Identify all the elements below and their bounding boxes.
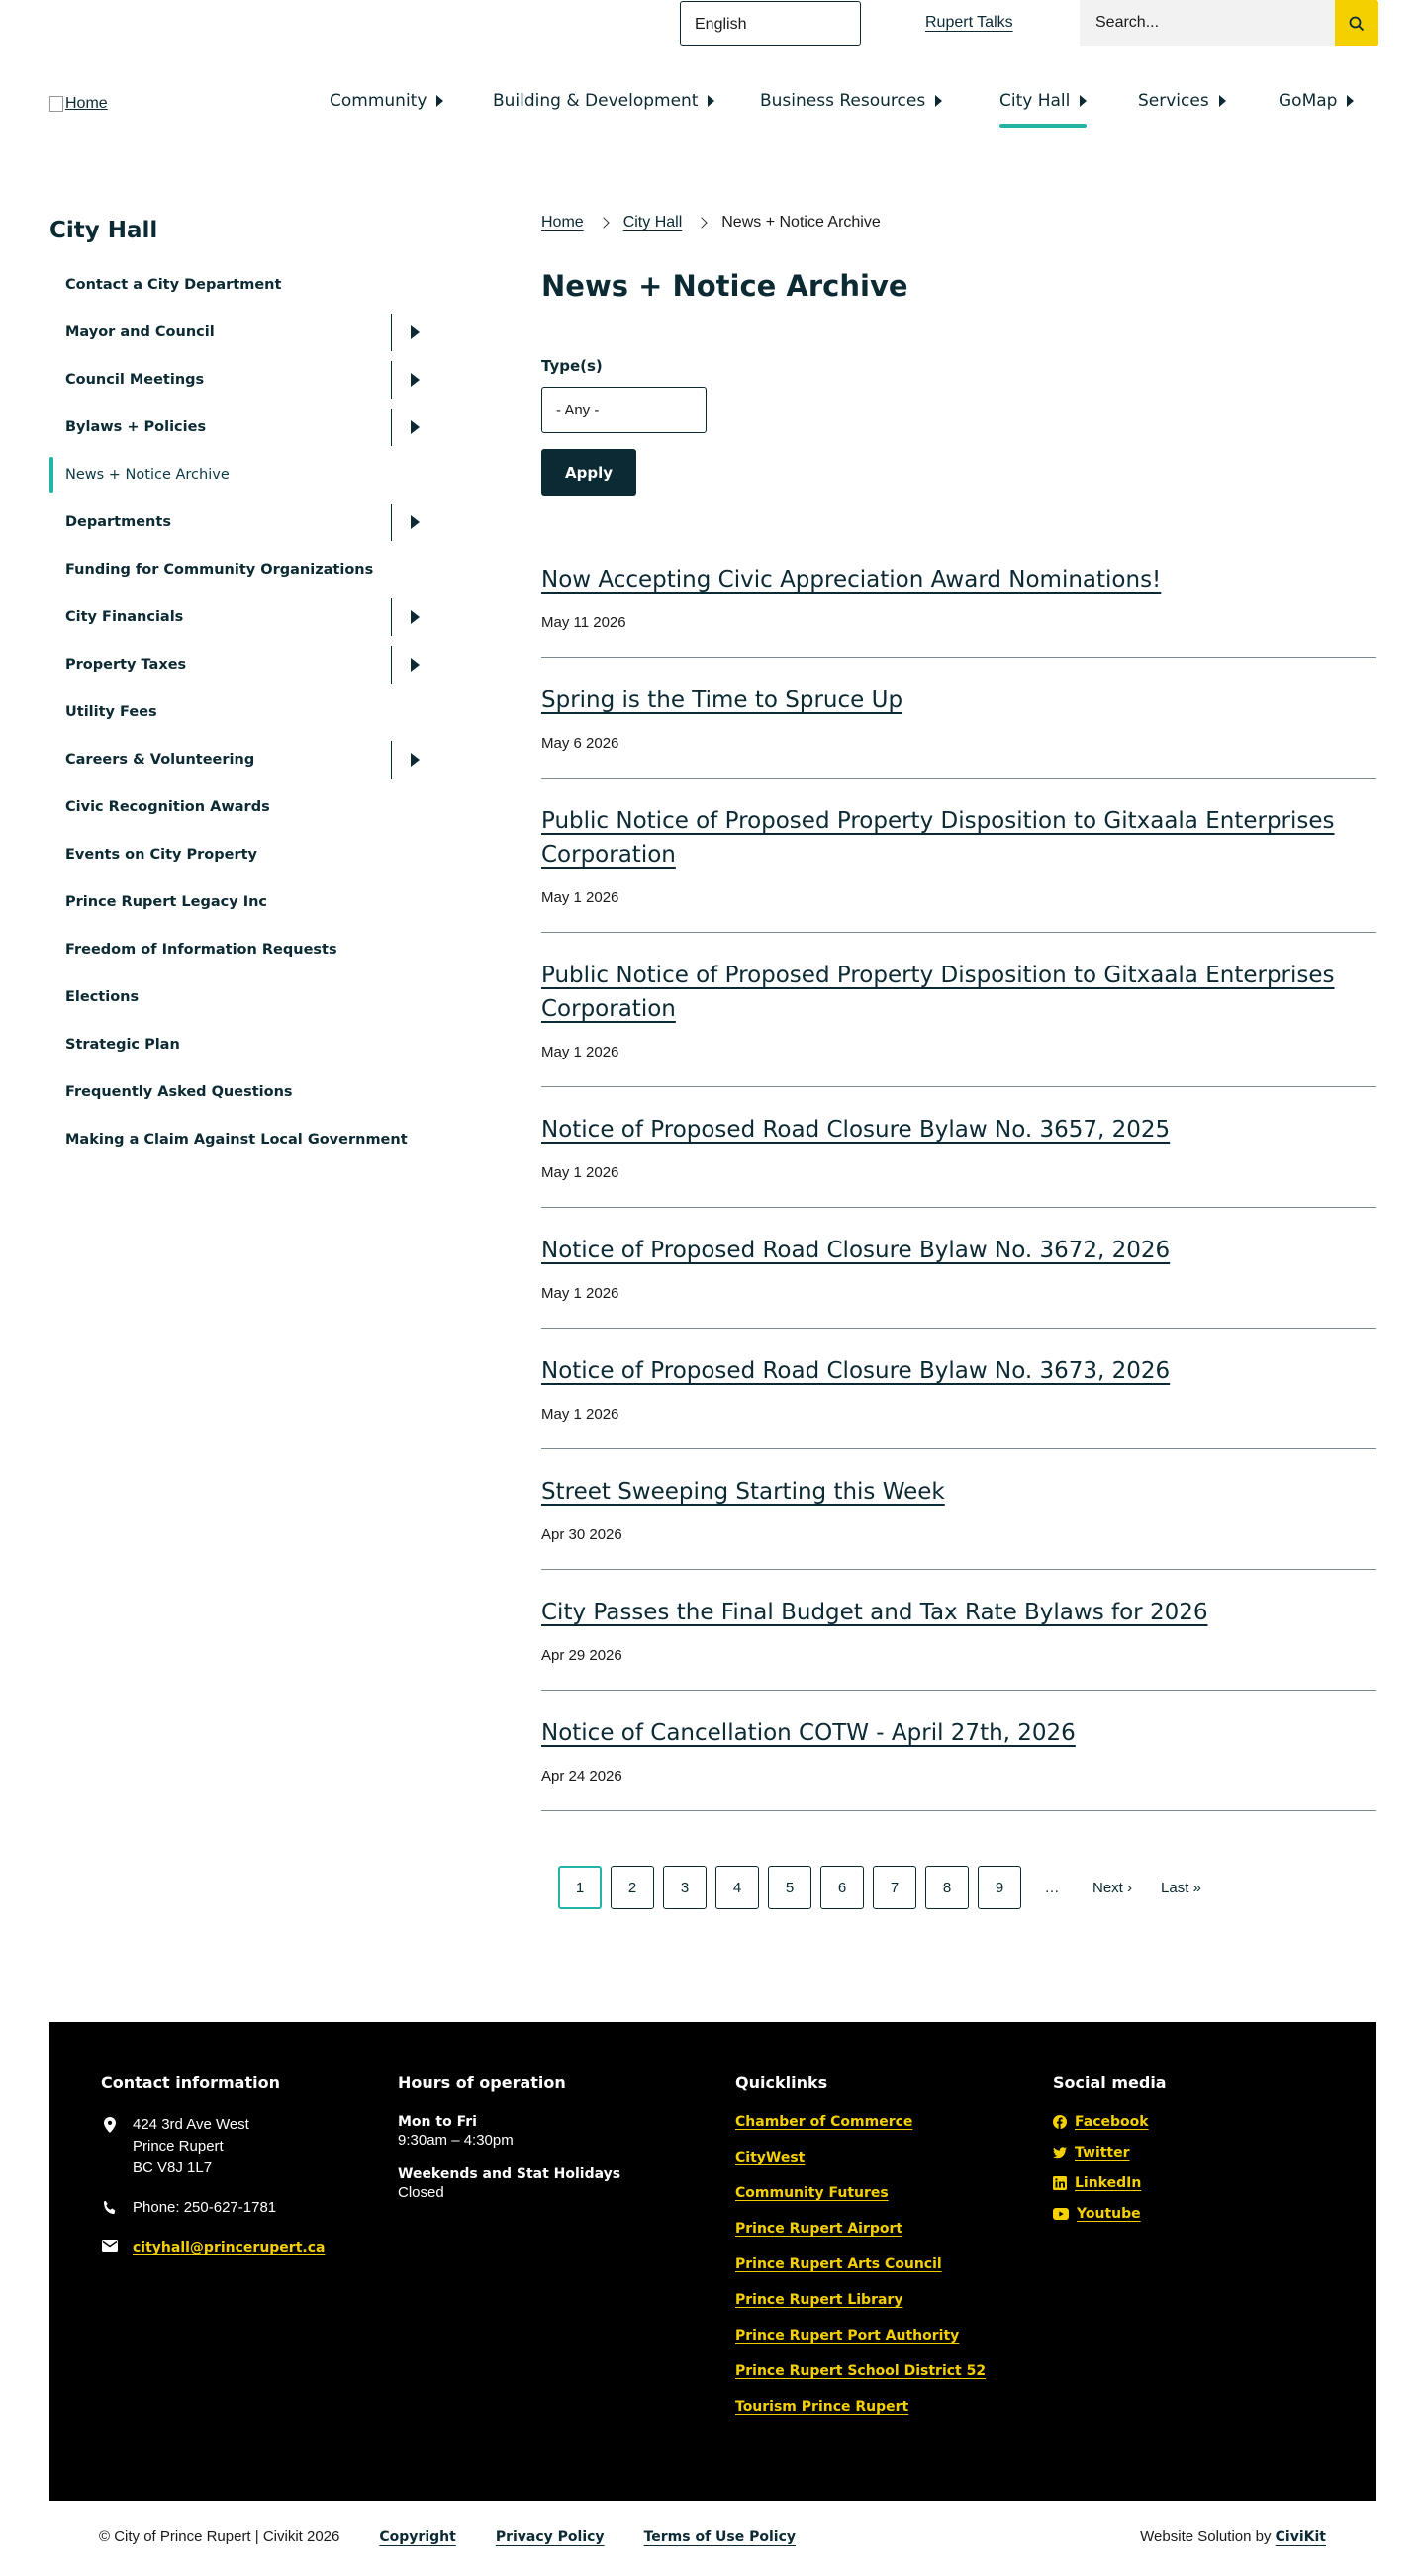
sidebar-item-label: Departments [65, 514, 171, 530]
news-date: May 1 2026 [541, 889, 619, 906]
weekday-hours: 9:30am – 4:30pm [398, 2132, 514, 2149]
weekend-label: Weekends and Stat Holidays [398, 2166, 621, 2182]
phone-icon [101, 2197, 119, 2219]
sidebar-item-utility-fees[interactable] [49, 689, 437, 736]
nav-item-label: Business Resources [760, 91, 926, 111]
news-item [541, 658, 1376, 779]
type-filter-select[interactable]: - Any - [541, 387, 707, 433]
social-item-linkedin [1053, 2175, 1350, 2191]
address-line-1: 424 3rd Ave West [133, 2116, 249, 2133]
pagination [558, 1866, 1211, 1909]
news-item [541, 1087, 1376, 1208]
news-title-wrap [541, 1354, 1376, 1388]
broken-image-icon [49, 96, 63, 112]
sidebar-item-funding-for-community-organizations[interactable] [49, 546, 437, 594]
nav-item-community[interactable] [330, 91, 443, 111]
caret-right-icon [411, 420, 420, 434]
news-title-link[interactable]: Notice of Proposed Road Closure Bylaw No. 3657, 2025 [541, 1117, 1171, 1143]
expand-toggle-button[interactable] [391, 598, 437, 636]
news-title-link[interactable]: Now Accepting Civic Appreciation Award Nominations! [541, 567, 1162, 593]
sidebar-item-departments[interactable] [49, 499, 437, 546]
footer-quicklinks [735, 2073, 1032, 2435]
news-date: May 11 2026 [541, 614, 626, 631]
nav-item-building-development[interactable] [493, 91, 714, 111]
social-link-twitter[interactable]: Twitter [1075, 2145, 1130, 2161]
expand-toggle-button[interactable] [391, 504, 437, 541]
next-page-link[interactable]: Next › [1092, 1879, 1133, 1896]
caret-right-icon [935, 95, 942, 107]
sidebar-item-bylaws-policies[interactable] [49, 404, 437, 451]
news-date: Apr 30 2026 [541, 1526, 622, 1543]
copyright-text: © City of Prince Rupert | Civikit 2026 [99, 2529, 340, 2545]
footer-hours [398, 2073, 695, 2219]
sidebar-item-civic-recognition-awards[interactable] [49, 783, 437, 831]
sidebar-nav [49, 261, 437, 1163]
social-heading: Social media [1053, 2073, 1167, 2092]
news-date: Apr 29 2026 [541, 1647, 622, 1664]
sidebar-item-label: Careers & Volunteering [65, 752, 255, 768]
sidebar-item-label: Freedom of Information Requests [65, 942, 337, 958]
quicklink-chamber-of-commerce[interactable]: Chamber of Commerce [735, 2114, 913, 2130]
breadcrumb-city-hall[interactable]: City Hall [622, 214, 683, 230]
sidebar-item-label: Elections [65, 989, 140, 1005]
caret-right-icon [411, 373, 420, 387]
footer-social [1053, 2073, 1350, 2237]
news-title-wrap [541, 1475, 1376, 1509]
phone-row [101, 2197, 398, 2219]
page-button-2[interactable]: 2 [611, 1866, 654, 1909]
page-button-5[interactable]: 5 [768, 1866, 811, 1909]
page-button-3[interactable]: 3 [663, 1866, 707, 1909]
social-item-twitter [1053, 2145, 1350, 2161]
news-item [541, 933, 1376, 1087]
quicklink-prince-rupert-library[interactable]: Prince Rupert Library [735, 2292, 903, 2308]
weekend-hours: Closed [398, 2184, 444, 2201]
news-title-wrap [541, 563, 1376, 597]
sidebar-item-mayor-and-council[interactable] [49, 309, 437, 356]
breadcrumb-current: News + Notice Archive [721, 214, 881, 230]
sidebar-item-freedom-of-information-requests[interactable] [49, 926, 437, 973]
pagination-ellipsis: … [1044, 1879, 1060, 1896]
address-line-2: Prince Rupert [133, 2138, 224, 2155]
news-title-link[interactable]: Spring is the Time to Spruce Up [541, 688, 903, 713]
facebook-icon [1053, 2115, 1067, 2129]
sidebar-item-label: News + Notice Archive [65, 467, 230, 483]
page-button-6[interactable]: 6 [820, 1866, 864, 1909]
sidebar-item-label: Strategic Plan [65, 1037, 180, 1053]
linkedin-icon [1053, 2176, 1067, 2190]
breadcrumb-home[interactable]: Home [541, 214, 584, 230]
news-item [541, 1449, 1376, 1570]
news-item [541, 537, 1376, 658]
caret-right-icon [436, 95, 443, 107]
quicklink-citywest[interactable]: CityWest [735, 2150, 806, 2165]
sidebar-item-label: Mayor and Council [65, 324, 215, 340]
nav-item-gomap[interactable] [1279, 91, 1354, 111]
news-title-wrap [541, 959, 1376, 1026]
copyright-link[interactable]: Copyright [379, 2529, 456, 2545]
quicklink-tourism-prince-rupert[interactable]: Tourism Prince Rupert [735, 2399, 909, 2415]
quicklink-prince-rupert-port-authority[interactable]: Prince Rupert Port Authority [735, 2328, 960, 2344]
sidebar-item-strategic-plan[interactable] [49, 1021, 437, 1068]
sidebar-item-label: Utility Fees [65, 704, 157, 720]
news-title-link[interactable]: Notice of Cancellation COTW - April 27th, 2026 [541, 1720, 1076, 1746]
sidebar-item-label: Council Meetings [65, 372, 205, 388]
caret-right-icon [1347, 95, 1354, 107]
page-button-9[interactable]: 9 [978, 1866, 1021, 1909]
twitter-icon [1053, 2147, 1067, 2159]
nav-item-services[interactable] [1138, 91, 1226, 111]
social-link-youtube[interactable]: Youtube [1077, 2206, 1141, 2222]
sidebar-item-property-taxes[interactable] [49, 641, 437, 689]
caret-right-icon [411, 325, 420, 339]
chevron-right-icon [598, 217, 609, 228]
civikit-link[interactable]: CiviKit [1275, 2530, 1326, 2545]
sidebar-item-events-on-city-property[interactable] [49, 831, 437, 878]
sidebar-item-label: Prince Rupert Legacy Inc [65, 894, 268, 910]
phone-number: Phone: 250-627-1781 [133, 2199, 277, 2216]
credit-text [1140, 2529, 1326, 2545]
caret-right-icon [411, 610, 420, 624]
page-button-7[interactable]: 7 [873, 1866, 916, 1909]
sidebar-item-label: Events on City Property [65, 847, 257, 863]
email-row [101, 2237, 398, 2258]
credit-prefix: Website Solution by [1140, 2529, 1272, 2545]
sidebar-item-label: City Financials [65, 609, 184, 625]
nav-item-business-resources[interactable] [760, 91, 942, 111]
page-button-8[interactable]: 8 [925, 1866, 969, 1909]
news-title-link[interactable]: Public Notice of Proposed Property Disposition to Gitxaala Enterprises Corporation [541, 808, 1335, 868]
apply-button[interactable]: Apply [541, 449, 636, 496]
sidebar-item-council-meetings[interactable] [49, 356, 437, 404]
caret-right-icon [411, 753, 420, 767]
nav-item-label: Services [1138, 91, 1209, 111]
expand-toggle-button[interactable] [391, 646, 437, 684]
privacy-policy-link[interactable]: Privacy Policy [495, 2529, 605, 2545]
sidebar-item-city-financials[interactable] [49, 594, 437, 641]
sidebar-item-label: Property Taxes [65, 657, 187, 673]
expand-toggle-button[interactable] [391, 741, 437, 779]
news-date: May 1 2026 [541, 1164, 619, 1181]
youtube-icon [1053, 2208, 1069, 2220]
sidebar-item-elections[interactable] [49, 973, 437, 1021]
main-navigation [0, 69, 1425, 138]
nav-item-label: GoMap [1279, 91, 1338, 111]
caret-right-icon [708, 95, 714, 107]
search-input[interactable]: Search... [1080, 0, 1335, 46]
news-title-wrap [541, 804, 1376, 872]
page-title: News + Notice Archive [541, 269, 908, 303]
news-title-wrap [541, 1716, 1376, 1750]
rupert-talks-link[interactable]: Rupert Talks [925, 14, 1013, 31]
sidebar-item-prince-rupert-legacy-inc[interactable] [49, 878, 437, 926]
social-link-facebook[interactable]: Facebook [1075, 2114, 1149, 2130]
news-date: May 1 2026 [541, 1406, 619, 1423]
news-title-wrap [541, 684, 1376, 717]
chevron-right-icon [697, 217, 708, 228]
logo-alt-text: Home [65, 95, 108, 112]
news-title-link[interactable]: Notice of Proposed Road Closure Bylaw No. 3673, 2026 [541, 1358, 1171, 1384]
news-date: May 1 2026 [541, 1044, 619, 1060]
email-link[interactable]: cityhall@princerupert.ca [133, 2240, 326, 2255]
map-pin-icon [101, 2114, 119, 2179]
sidebar-item-label: Civic Recognition Awards [65, 799, 270, 815]
language-select[interactable]: English [680, 1, 861, 46]
news-date: Apr 24 2026 [541, 1768, 622, 1785]
sidebar-item-label: Contact a City Department [65, 277, 282, 293]
quicklink-prince-rupert-airport[interactable]: Prince Rupert Airport [735, 2221, 903, 2237]
caret-right-icon [411, 658, 420, 672]
type-filter-label: Type(s) [541, 357, 603, 375]
home-logo[interactable] [49, 95, 108, 113]
expand-toggle-button[interactable] [391, 314, 437, 351]
expand-toggle-button[interactable] [391, 361, 437, 399]
sidebar-item-label: Making a Claim Against Local Government [65, 1132, 408, 1148]
page-button-4[interactable]: 4 [715, 1866, 759, 1909]
nav-item-label: Community [330, 91, 428, 111]
expand-toggle-button[interactable] [391, 409, 437, 446]
news-title-wrap [541, 1113, 1376, 1147]
quicklinks-heading: Quicklinks [735, 2073, 828, 2092]
search-icon [1349, 16, 1365, 32]
bottom-bar [99, 2529, 1326, 2545]
caret-right-icon [1080, 95, 1087, 107]
sidebar-item-making-a-claim-against-local-government[interactable] [49, 1116, 437, 1163]
breadcrumb [541, 214, 881, 231]
social-item-youtube [1053, 2206, 1350, 2222]
quicklink-community-futures[interactable]: Community Futures [735, 2185, 889, 2201]
sidebar-title: City Hall [49, 218, 158, 243]
search-button[interactable] [1335, 0, 1378, 46]
page-button-1[interactable]: 1 [558, 1866, 602, 1909]
nav-item-label: City Hall [999, 91, 1071, 111]
news-item [541, 779, 1376, 933]
footer-contact [101, 2073, 398, 2276]
utility-bar [0, 0, 1425, 47]
sidebar-item-label: Frequently Asked Questions [65, 1084, 293, 1100]
caret-right-icon [411, 515, 420, 529]
news-item [541, 1570, 1376, 1691]
nav-item-city-hall[interactable] [999, 91, 1087, 111]
sidebar-item-careers-volunteering[interactable] [49, 736, 437, 783]
nav-item-label: Building & Development [493, 91, 699, 111]
news-item [541, 1208, 1376, 1329]
news-title-wrap [541, 1234, 1376, 1267]
quicklink-prince-rupert-arts-council[interactable]: Prince Rupert Arts Council [735, 2256, 942, 2272]
social-item-facebook [1053, 2114, 1350, 2130]
sidebar-item-label: Funding for Community Organizations [65, 562, 374, 578]
news-title-link[interactable]: City Passes the Final Budget and Tax Rate Bylaws for 2026 [541, 1600, 1208, 1625]
hours-heading: Hours of operation [398, 2073, 566, 2092]
social-link-linkedin[interactable]: LinkedIn [1075, 2175, 1142, 2191]
quicklink-prince-rupert-school-district-52[interactable]: Prince Rupert School District 52 [735, 2363, 987, 2379]
news-title-link[interactable]: Notice of Proposed Road Closure Bylaw No. 3672, 2026 [541, 1238, 1171, 1263]
news-date: May 6 2026 [541, 735, 619, 752]
sidebar-item-label: Bylaws + Policies [65, 419, 207, 435]
news-title-link[interactable]: Street Sweeping Starting this Week [541, 1479, 945, 1505]
sidebar-item-news-notice-archive[interactable] [49, 451, 437, 499]
sidebar-item-frequently-asked-questions[interactable] [49, 1068, 437, 1116]
envelope-icon [101, 2237, 119, 2258]
news-list [541, 537, 1376, 1811]
news-item [541, 1329, 1376, 1449]
address-line-3: BC V8J 1L7 [133, 2160, 213, 2176]
terms-of-use-link[interactable]: Terms of Use Policy [643, 2529, 797, 2545]
weekday-label: Mon to Fri [398, 2114, 477, 2130]
caret-right-icon [1219, 95, 1226, 107]
address-row [101, 2114, 398, 2179]
site-footer [49, 2022, 1376, 2501]
news-title-link[interactable]: Public Notice of Proposed Property Disposition to Gitxaala Enterprises Corporation [541, 963, 1335, 1022]
contact-heading: Contact information [101, 2073, 280, 2092]
news-date: May 1 2026 [541, 1285, 619, 1302]
last-page-link[interactable]: Last » [1161, 1879, 1201, 1896]
news-item [541, 1691, 1376, 1811]
sidebar-item-contact-a-city-department[interactable] [49, 261, 437, 309]
news-title-wrap [541, 1596, 1376, 1629]
